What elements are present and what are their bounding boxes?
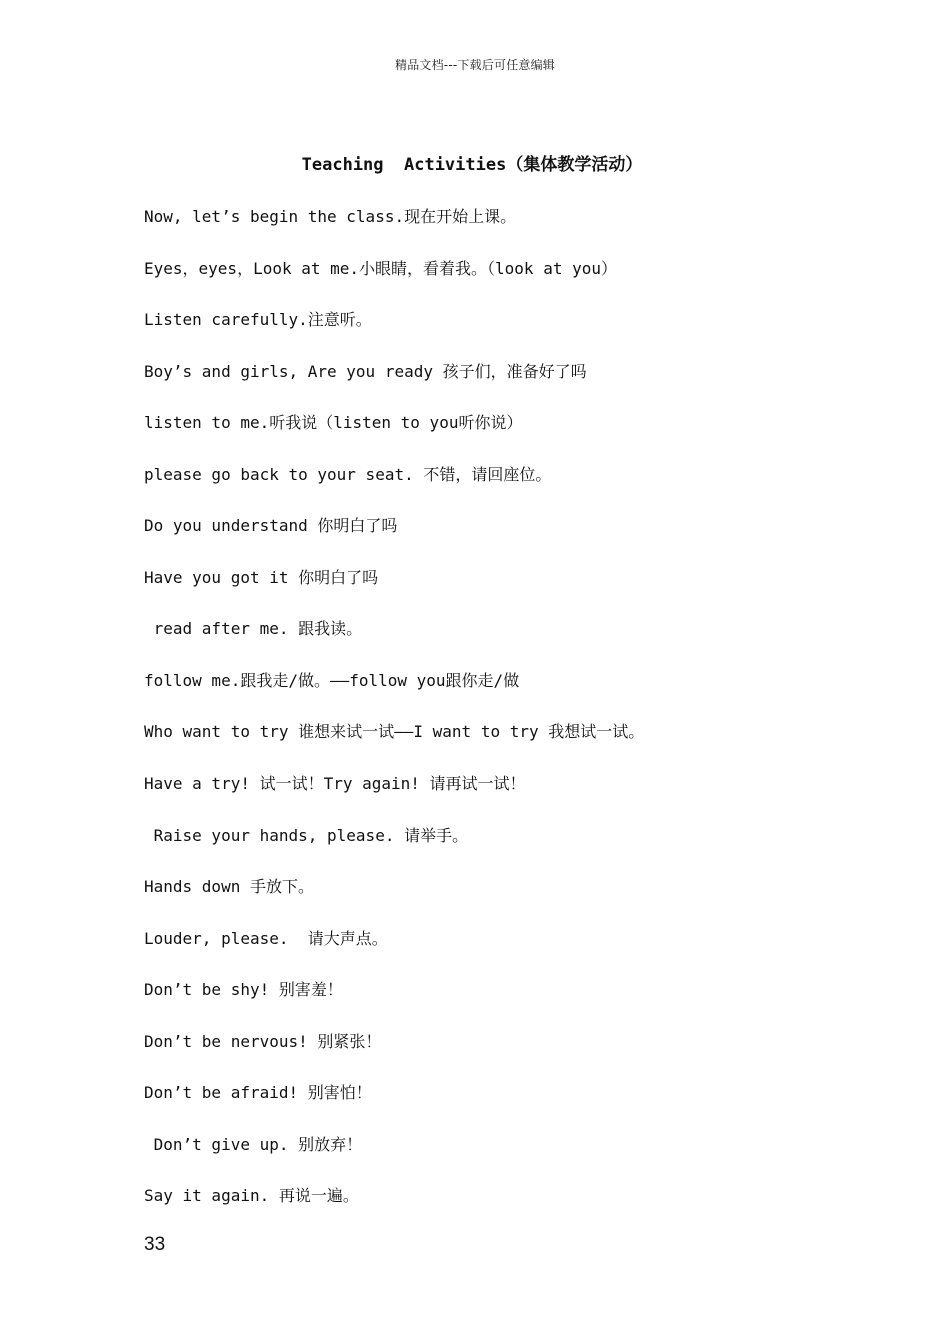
phrase-line: Have a try! 试一试！Try again! 请再试一试！ — [144, 774, 526, 794]
phrase-line: Hands down 手放下。 — [144, 877, 314, 897]
document-title: Teaching Activities（集体教学活动） — [301, 155, 643, 175]
phrase-line: Say it again. 再说一遍。 — [144, 1186, 359, 1206]
phrase-line: Don’t be afraid! 别害怕！ — [144, 1083, 372, 1103]
phrase-line: Eyes，eyes，Look at me.小眼睛，看着我。（look at you） — [144, 258, 617, 278]
phrase-line: Don’t give up. 别放弃！ — [144, 1134, 363, 1154]
phrase-line: Have you got it 你明白了吗 — [144, 567, 379, 587]
phrase-line: Don’t be shy! 别害羞！ — [144, 980, 343, 1000]
phrase-line: Raise your hands, please. 请举手。 — [144, 825, 469, 845]
phrase-line: read after me. 跟我读。 — [144, 619, 363, 639]
phrase-line: listen to me.听我说（listen to you听你说） — [144, 413, 523, 433]
phrase-line: please go back to your seat. 不错，请回座位。 — [144, 464, 552, 484]
phrase-line: Who want to try 谁想来试一试——I want to try 我想试一试。 — [144, 722, 645, 742]
phrase-line: Louder, please. 请大声点。 — [144, 928, 388, 948]
phrase-line: follow me.跟我走/做。——follow you跟你走/做 — [144, 670, 520, 690]
phrase-line: Listen carefully.注意听。 — [144, 310, 372, 330]
phrase-line: Don’t be nervous! 别紧张！ — [144, 1031, 382, 1051]
page-header: 精品文档---下载后可任意编辑 — [395, 58, 555, 72]
phrase-line: Now, let’s begin the class.现在开始上课。 — [144, 207, 517, 226]
phrase-line: Boy’s and girls, Are you ready 孩子们，准备好了吗 — [144, 361, 587, 381]
phrase-line: Do you understand 你明白了吗 — [144, 516, 398, 536]
phrase-list — [144, 203, 904, 1234]
page-number: 33 — [144, 1234, 166, 1255]
